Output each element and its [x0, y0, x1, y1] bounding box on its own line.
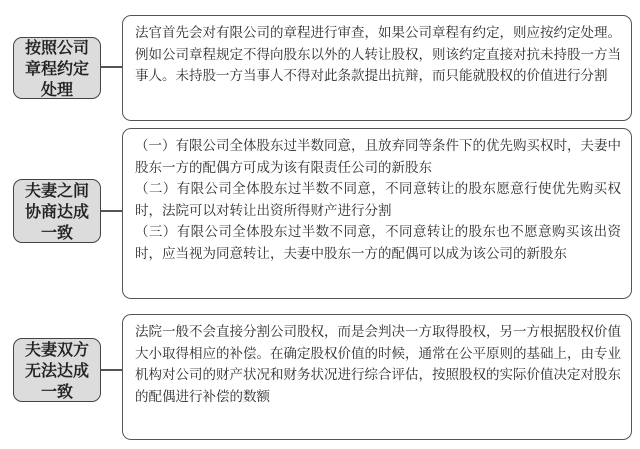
category-box-spouses-agree [13, 179, 101, 243]
connector-line-1 [101, 66, 122, 68]
category-label: 夫妻之间协商达成一致 [24, 180, 89, 242]
connector-line-3 [101, 369, 122, 371]
description-box-spouses-disagree [122, 314, 632, 440]
description-paragraph: 法院一般不会直接分割公司股权，而是会判决一方取得股权，另一方根据股权价值大小取得相应的补偿。在确定股权价值的时候，通常在公平原则的基础上，由专业机构对公司的财产状况和财务状况进行综合评估，按照股权的实际价值决定对股东的配偶进行补偿的数额 [135, 324, 621, 405]
category-box-company-articles [13, 37, 101, 99]
description-paragraph: （二）有限公司全体股东过半数不同意，不同意转让的股东愿意行使优先购买权时，法院可以对转让出资所得财产进行分割 [135, 181, 621, 219]
description-box-spouses-agree [122, 128, 632, 299]
description-paragraph: 法官首先会对有限公司的章程进行审查，如果公司章程有约定，则应按约定处理。例如公司章程规定不得向股东以外的人转让股权，则该约定直接对抗未持股一方当事人。未持股一方当事人不得对此条款提出抗辩，而只能就股权的价值进行分割 [135, 25, 621, 84]
category-box-spouses-disagree [13, 338, 101, 402]
connector-line-2 [101, 210, 122, 212]
category-label: 夫妻双方无法达成一致 [24, 339, 89, 401]
description-paragraph: （三）有限公司全体股东过半数不同意，不同意转让的股东也不愿意购买该出资时，应当视为同意转让，夫妻中股东一方的配偶可以成为该公司的新股东 [135, 224, 621, 262]
description-paragraph: （一）有限公司全体股东过半数同意，且放弃同等条件下的优先购买权时，夫妻中股东一方的配偶方可成为该有限责任公司的新股东 [135, 138, 621, 176]
description-box-company-articles [122, 15, 632, 121]
category-label: 按照公司章程约定处理 [24, 37, 89, 99]
